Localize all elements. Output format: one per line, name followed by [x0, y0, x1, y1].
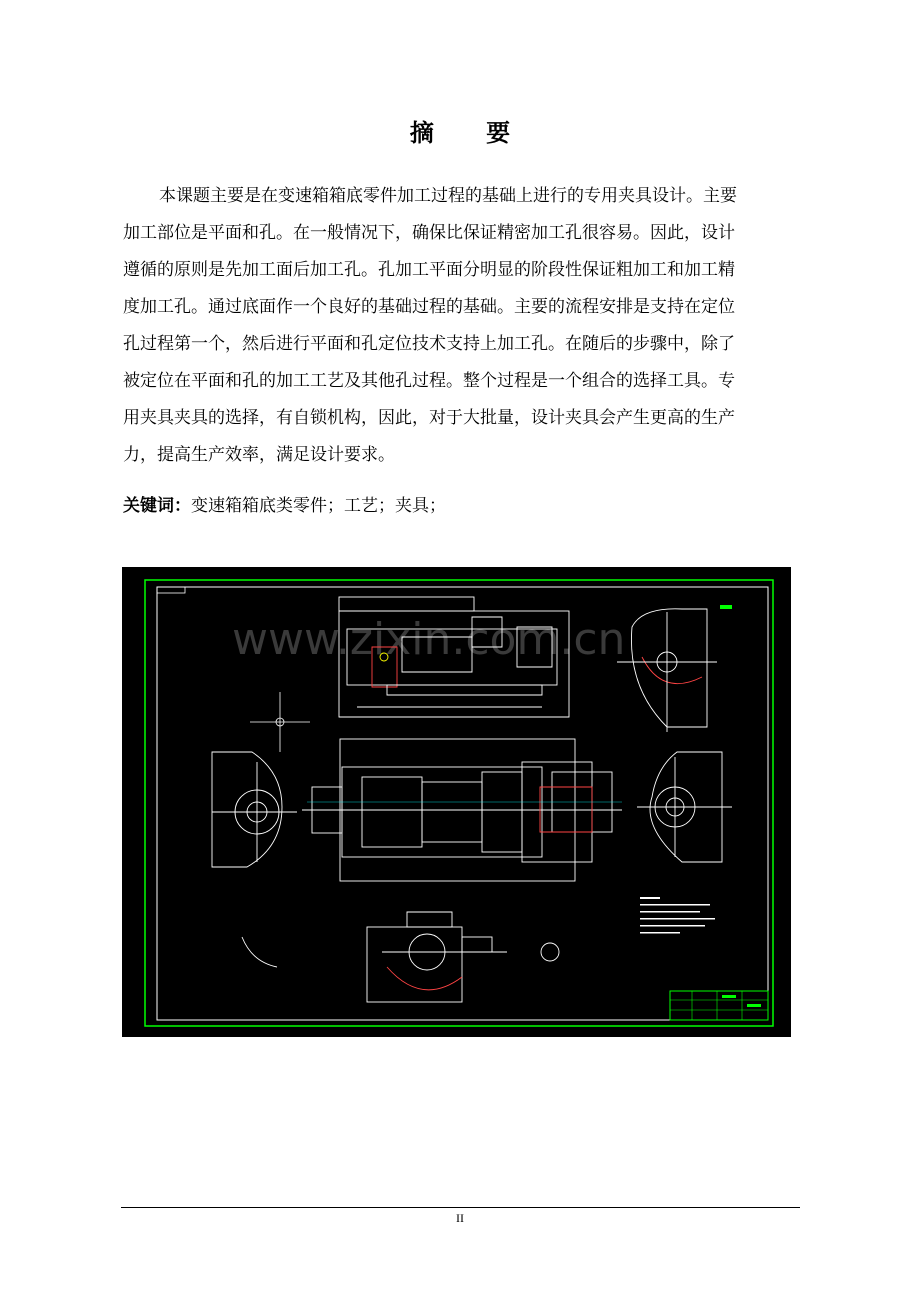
cad-drawing-svg [122, 567, 791, 1037]
green-label-tag [720, 605, 732, 609]
page-title: 摘 要 [409, 119, 533, 147]
abstract-line: 加工部位是平面和孔。在一般情况下，确保比保证精密加工孔很容易。因此，设计 [123, 223, 735, 243]
keywords [123, 491, 446, 516]
keywords-text: 变速箱箱底类零件；工艺；夹具； [191, 496, 446, 516]
abstract-line: 度加工孔。通过底面作一个良好的基础过程的基础。主要的流程安排是支持在定位 [123, 297, 735, 317]
page-number: II [456, 1211, 464, 1225]
abstract-line: 孔过程第一个，然后进行平面和孔定位技术支持上加工孔。在随后的步骤中，除了 [123, 334, 735, 354]
abstract-line: 被定位在平面和孔的加工工艺及其他孔过程。整个过程是一个组合的选择工具。专 [123, 371, 735, 391]
footer-divider [121, 1207, 800, 1208]
abstract-line: 遵循的原则是先加工面后加工孔。孔加工平面分明显的阶段性保证粗加工和加工精 [123, 260, 735, 280]
watermark-text: www.zixin.com.cn [232, 614, 626, 665]
cad-drawing-image [122, 567, 791, 1037]
keywords-label: 关键词： [123, 496, 191, 516]
abstract-line: 力，提高生产效率，满足设计要求。 [123, 445, 395, 465]
abstract-line: 本课题主要是在变速箱箱底零件加工过程的基础上进行的专用夹具设计。主要 [159, 186, 737, 206]
abstract-line: 用夹具夹具的选择，有自锁机构，因此，对于大批量，设计夹具会产生更高的生产 [123, 408, 735, 428]
abstract-body [123, 178, 797, 474]
